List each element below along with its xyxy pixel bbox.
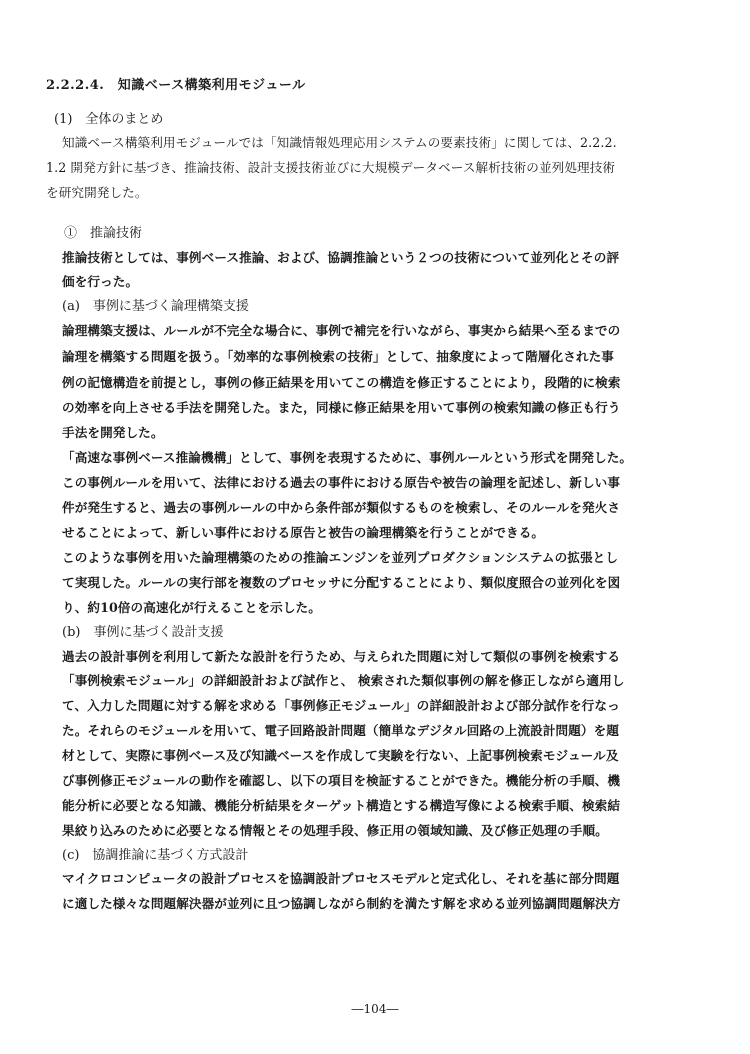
item1-line-1: 推論技術としては、事例ベース推論、および、協調推論という２つの技術について並列化とその評 <box>62 250 620 265</box>
subb-line-5: 材として、実際に事例ベース及び知識ベースを作成して実験を行ない、上記事例検索モジュール及 <box>62 748 619 763</box>
suba-line-5: 手法を開発した。 <box>62 425 164 440</box>
suba-line-6: 「高速な事例ベース推論機構」として、事例を表現するために、事例ルールという形式を開発した。 <box>62 450 633 465</box>
subb-line-4: た。それらのモジュールを用いて、電子回路設計問題（簡単なデジタル回路の上流設計問題）を題 <box>62 723 620 738</box>
suba-line-4: の効率を向上させる手法を開発した。また，同様に修正結果を用いて事例の検索知識の修正も行う <box>62 400 621 415</box>
part1-line-1: 知識ベース構築利用モジュールでは「知識情報処理応用システムの要素技術」に関しては、2.2.2. <box>62 135 617 150</box>
subb-line-6: び事例修正モジュールの動作を確認し、以下の項目を検証することができた。機能分析の手順、機 <box>62 773 621 788</box>
suba-line-11: て実現した。ルールの実行部を複数のプロセッサに分配することにより、類似度照合の並列化を図 <box>62 575 621 590</box>
suba-line-2: 論理を構築する問題を扱う。「効率的な事例検索の技術」として、抽象度によって階層化された事 <box>62 349 614 364</box>
item1-title: ① 推論技術 <box>64 226 143 241</box>
subb-line-7: 能分析に必要となる知識、機能分析結果をターゲット構造とする構造写像による検索手順、検索結 <box>62 798 621 813</box>
page-number: ―104― <box>351 1002 399 1016</box>
section-heading: 2.2.2.4. 知識ベース構築利用モジュール <box>46 78 306 93</box>
part1-line-2: 1.2 開発方針に基づき、推論技術、設計支援技術並びに大規模データベース解析技術の並列処理技術 <box>46 160 616 175</box>
suba-title: (a) 事例に基づく論理構築支援 <box>62 299 249 314</box>
suba-line-12: り、約10倍の高速化が行えることを示した。 <box>62 600 321 615</box>
subb-line-8: 果絞り込みのために必要となる情報とその処理手段、修正用の領域知識、及び修正処理の手順。 <box>62 823 608 838</box>
subb-line-3: て、入力した問題に対する解を求める「事例修正モジュール」の詳細設計および部分試作を行なっ <box>62 698 620 713</box>
part1-title: (1) 全体のまとめ <box>54 112 164 127</box>
part1-line-3: を研究開発した。 <box>46 185 148 200</box>
suba-line-1: 論理構築支援は、ルールが不完全な場合に、事例で補完を行いながら、事実から結果へ至るまでの <box>62 323 621 338</box>
subc-line-2: に適した様々な問題解決器が並列に且つ協調しながら制約を満たす解を求める並列協調問題解決方 <box>62 896 621 911</box>
suba-line-9: せることによって、新しい事件における原告と被告の論理構築を行うことができる。 <box>62 525 545 540</box>
subb-line-1: 過去の設計事例を利用して新たな設計を行うため、与えられた問題に対して類似の事例を検索する <box>62 649 621 664</box>
subb-line-2: 「事例検索モジュール」の詳細設計および試作と、 検索された類似事例の解を修正しながら適用し <box>62 673 625 688</box>
suba-line-10: このような事例を用いた論理構築のための推論エンジンを並列プロダクションシステムの拡張とし <box>62 550 619 565</box>
item1-line-2: 価を行った。 <box>62 274 139 289</box>
subc-title: (c) 協調推論に基づく方式設計 <box>62 848 249 863</box>
subc-line-1: マイクロコンピュータの設計プロセスを協調設計プロセスモデルと定式化し、それを基に部分問題 <box>62 871 620 886</box>
suba-line-8: 件が発生すると、過去の事例ルールの中から条件部が類似するものを検索し、そのルールを発火さ <box>62 500 621 515</box>
subb-title: (b) 事例に基づく設計支援 <box>62 625 224 640</box>
suba-line-3: 例の記憶構造を前提とし，事例の修正結果を用いてこの構造を修正することにより，段階的に検索 <box>62 375 621 390</box>
suba-line-7: この事例ルールを用いて、法律における過去の事件における原告や被告の論理を記述し、新しい事 <box>62 475 621 490</box>
